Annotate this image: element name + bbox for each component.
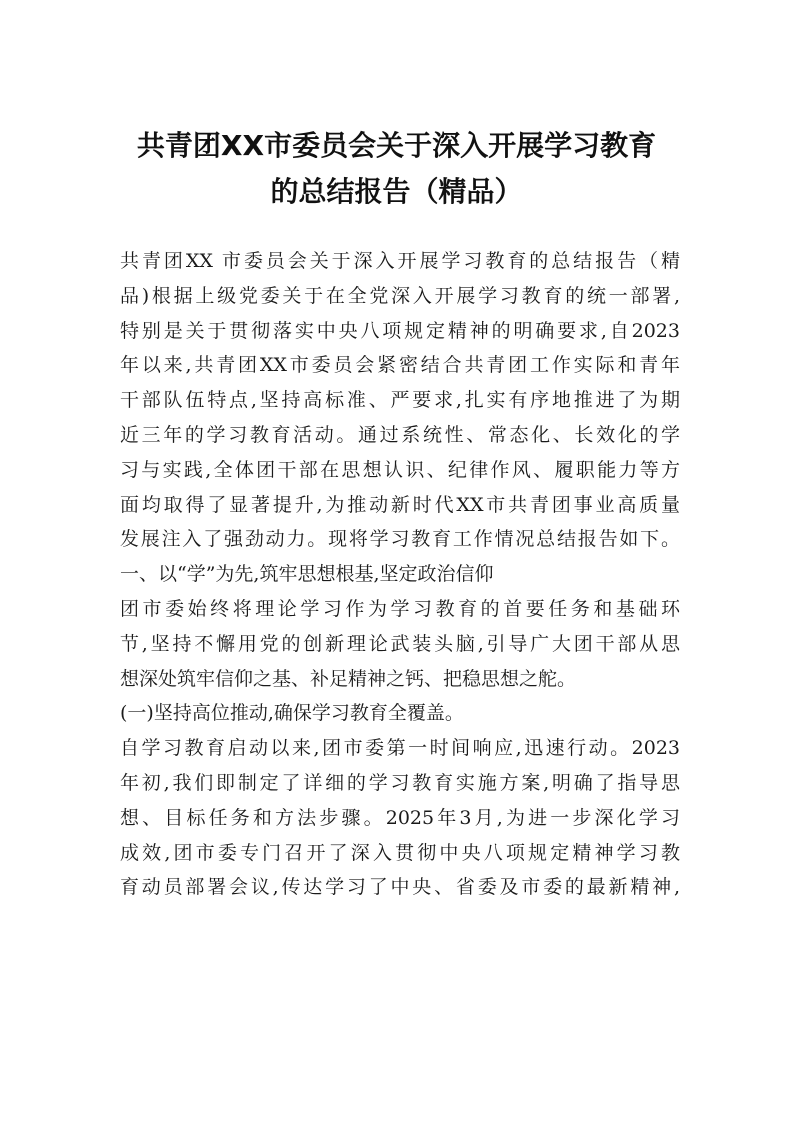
subsection-heading: (一)坚持高位推动,确保学习教育全覆盖。 xyxy=(120,702,464,725)
body-line: 想、目标任务和方法步骤。2025年3月,为进一步深化学习 xyxy=(120,806,680,829)
body-line: 习与实践,全体团干部在思想认识、纪律作风、履职能力等方 xyxy=(120,458,680,481)
document-title-line-2: 的总结报告（精品） xyxy=(270,175,523,208)
document-body xyxy=(120,244,680,905)
body-line: 成效,团市委专门召开了深入贯彻中央八项规定精神学习教 xyxy=(120,841,680,864)
document-title-line-1: 共青团XX市委员会关于深入开展学习教育 xyxy=(136,129,657,162)
body-line: 面均取得了显著提升,为推动新时代XX市共青团事业高质量 xyxy=(120,493,680,516)
body-line: 品)根据上级党委关于在全党深入开展学习教育的统一部署, xyxy=(120,284,680,307)
body-line: 年初,我们即制定了详细的学习教育实施方案,明确了指导思 xyxy=(120,771,680,794)
body-line: 想深处筑牢信仰之基、补足精神之钙、把稳思想之舵。 xyxy=(120,667,577,690)
body-line: 发展注入了强劲动力。现将学习教育工作情况总结报告如下。 xyxy=(120,528,680,551)
body-line: 自学习教育启动以来,团市委第一时间响应,迅速行动。2023 xyxy=(120,737,680,760)
body-line: 团市委始终将理论学习作为学习教育的首要任务和基础环 xyxy=(120,597,680,620)
body-line: 节,坚持不懈用党的创新理论武装头脑,引导广大团干部从思 xyxy=(120,632,680,655)
body-line: 共青团XX 市委员会关于深入开展学习教育的总结报告（精 xyxy=(120,250,680,272)
section-heading: 一、以“学”为先,筑牢思想根基,坚定政治信仰 xyxy=(120,563,494,586)
body-line: 育动员部署会议,传达学习了中央、省委及市委的最新精神, xyxy=(120,876,680,899)
body-line: 干部队伍特点,坚持高标准、严要求,扎实有序地推进了为期 xyxy=(120,389,680,412)
body-line: 近三年的学习教育活动。通过系统性、常态化、长效化的学 xyxy=(120,423,680,446)
body-line: 年以来,共青团XX市委员会紧密结合共青团工作实际和青年 xyxy=(120,354,680,377)
body-line: 特别是关于贯彻落实中央八项规定精神的明确要求,自2023 xyxy=(120,319,680,342)
